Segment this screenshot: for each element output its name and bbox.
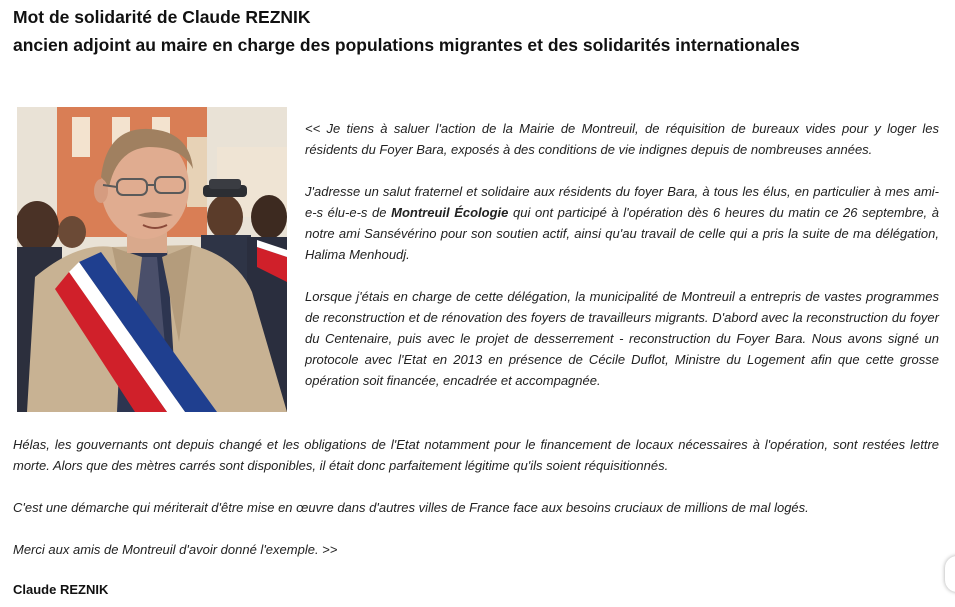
portrait-photo: [17, 107, 287, 412]
scroll-to-top-handle[interactable]: [945, 556, 955, 592]
page-subtitle: ancien adjoint au maire en charge des populations migrantes et des solidarités internationales: [13, 35, 800, 55]
page-title: Mot de solidarité de Claude REZNIK: [13, 7, 311, 27]
quote-paragraph-2: [305, 181, 939, 265]
quote-paragraph-4: Hélas, les gouvernants ont depuis changé et les obligations de l'Etat notamment pour le financement de locaux nécessaires à l'opération, sont restées lettre morte. Alors que des mètres carrés sont disponibles, il était donc parfaitement légitime qu'ils soient réquisitionnés.: [13, 437, 939, 473]
quote-paragraph-2-start: J'adresse un salut fraternel et solidaire aux résidents du foyer Bara, à tous les élus, en particulier à mes ami-e-s élu-e-s de: [305, 184, 939, 220]
header: [13, 3, 943, 59]
montreuil-ecologie-name: Montreuil Écologie: [391, 205, 509, 220]
quote-paragraph-6: Merci aux amis de Montreuil d'avoir donné l'exemple. >>: [13, 542, 338, 557]
quote-paragraph-1: << Je tiens à saluer l'action de la Mairie de Montreuil, de réquisition de bureaux vides pour y loger les résidents du Foyer Bara, exposés à des conditions de vie indignes depuis de nombreuses années.: [305, 121, 939, 157]
quote-paragraph-5: C'est une démarche qui mériterait d'être mise en œuvre dans d'autres villes de France face aux besoins cruciaux de millions de mal logés.: [13, 500, 809, 515]
quote-paragraph-2-end: qui ont participé à l'opération dès 6 heures du matin ce 26 septembre, à notre ami Sansévérino pour son soutien actif, ainsi qu'au travail de celle qui a pris la suite de ma délégation, Halima Menhoudj.: [305, 205, 940, 262]
quote-block-bottom: [13, 434, 939, 581]
quote-paragraph-3: Lorsque j'étais en charge de cette délégation, la municipalité de Montreuil a entrepris de vastes programmes de reconstruction et de rénovation des foyers de travailleurs migrants. D'abord avec la reconstruction du foyer du Centenaire, puis avec le projet de desserrement - reconstruction du Foyer Bara. Nous avons signé un protocole avec l'Etat en 2013 en présence de Cécile Duflot, Ministre du Logement afin que cette grosse opération soit financée, encadrée et accompagnée.: [305, 289, 939, 388]
quote-block-top: [305, 118, 939, 412]
signature: Claude REZNIK: [13, 582, 109, 597]
